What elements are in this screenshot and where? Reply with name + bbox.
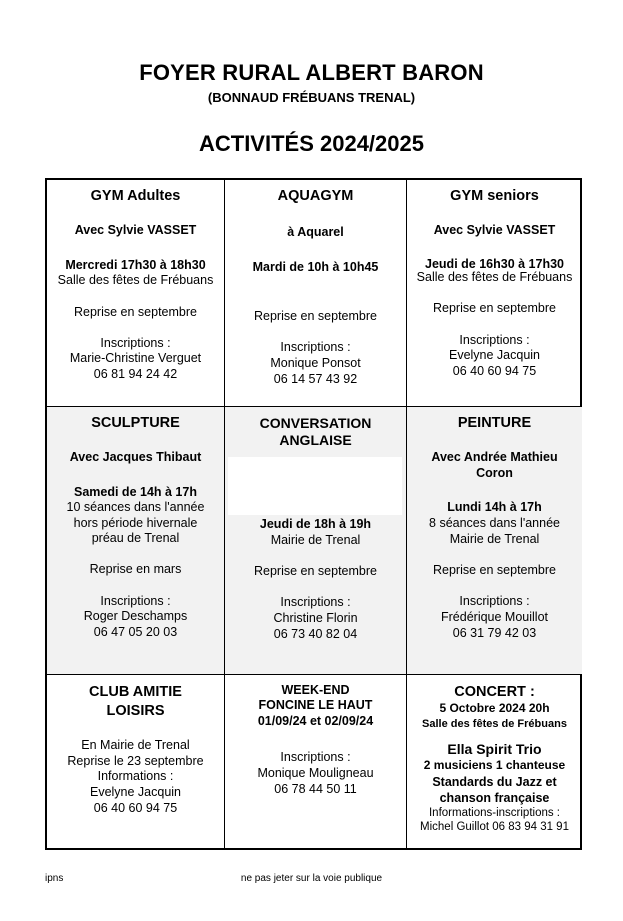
cell-gym-seniors (407, 180, 582, 407)
cell-place: Salle des fêtes de Frébuans (422, 718, 567, 730)
cell-reprise: Reprise le 23 septembre (67, 754, 204, 768)
cell-schedule: Lundi 14h à 17h (447, 500, 542, 514)
cell-genre: Standards du Jazz et (432, 775, 557, 789)
cell-inscriptions-label: Inscriptions : (459, 333, 530, 347)
cell-contact: Roger Deschamps (83, 609, 188, 623)
cell-title: ANGLAISE (279, 432, 352, 448)
cell-title: FONCINE LE HAUT (258, 698, 373, 712)
cell-contact: Monique Mouligneau (257, 766, 374, 780)
cell-inscriptions-label: Inscriptions : (280, 595, 351, 609)
cell-week-end (225, 675, 407, 850)
cell-reprise: Reprise en septembre (254, 564, 377, 578)
cell-gym-adultes (47, 180, 225, 407)
cell-inscriptions-label: Inscriptions : (100, 594, 171, 608)
document-title: FOYER RURAL ALBERT BARON (139, 60, 484, 85)
cell-schedule: Mardi de 10h à 10h45 (252, 260, 379, 274)
cell-schedule: Mercredi 17h30 à 18h30 (65, 258, 206, 272)
cell-reprise: Reprise en septembre (74, 305, 197, 319)
cell-title: AQUAGYM (277, 188, 354, 204)
cell-place: Salle des fêtes de Frébuans (57, 273, 214, 287)
cell-coach: Coron (476, 466, 513, 480)
cell-phone: 06 47 05 20 03 (93, 625, 178, 639)
cell-place: Salle des fêtes de Frébuans (416, 270, 573, 284)
cell-phone: 06 78 44 50 11 (274, 782, 357, 796)
cell-genre: chanson française (439, 791, 550, 805)
cell-schedule: Jeudi de 18h à 19h (259, 517, 372, 531)
cell-title: CLUB AMITIE (89, 684, 182, 700)
cell-schedule: Samedi de 14h à 17h (74, 485, 197, 499)
image-placeholder (228, 457, 402, 515)
cell-inscriptions-label: Inscriptions : (459, 594, 530, 608)
cell-contact-phone: Michel Guillot 06 83 94 31 91 (420, 821, 569, 833)
document-subtitle: (BONNAUD FRÉBUANS TRENAL) (207, 90, 416, 105)
activities-heading: ACTIVITÉS 2024/2025 (198, 131, 424, 156)
cell-place: En Mairie de Trenal (81, 738, 190, 752)
activities-grid (45, 178, 582, 850)
cell-phone: 06 81 94 24 42 (93, 367, 178, 381)
cell-members: 2 musiciens 1 chanteuse (423, 758, 566, 772)
cell-band: Ella Spirit Trio (447, 741, 542, 757)
cell-contact: Evelyne Jacquin (89, 785, 182, 799)
cell-club-amitie (47, 675, 225, 850)
cell-inscriptions-label: Inscriptions : (100, 336, 171, 350)
cell-title: CONVERSATION (259, 415, 372, 431)
cell-reprise: Reprise en septembre (433, 563, 556, 577)
cell-place: préau de Trenal (91, 531, 180, 545)
cell-info-label: Informations : (97, 769, 174, 783)
cell-title: GYM Adultes (90, 188, 181, 204)
cell-title: CONCERT : (454, 684, 535, 700)
cell-reprise: Reprise en septembre (433, 301, 556, 315)
cell-place: Mairie de Trenal (449, 532, 540, 546)
cell-place: Mairie de Trenal (270, 533, 361, 547)
cell-coach: Avec Andrée Mathieu (431, 450, 558, 464)
cell-detail: hors période hivernale (73, 516, 198, 530)
cell-coach: Avec Sylvie VASSET (74, 223, 197, 237)
cell-coach: Avec Sylvie VASSET (433, 223, 556, 237)
cell-title: LOISIRS (106, 703, 165, 719)
cell-reprise: Reprise en mars (89, 562, 182, 576)
cell-phone: 06 14 57 43 92 (273, 372, 358, 386)
cell-aquagym (225, 180, 407, 407)
cell-title: WEEK-END (281, 683, 350, 697)
cell-phone: 06 40 60 94 75 (452, 364, 537, 378)
cell-sculpture (47, 407, 225, 675)
footer-ipns: ipns (45, 873, 64, 884)
cell-inscriptions-label: Inscriptions : (280, 340, 351, 354)
cell-contact: Frédérique Mouillot (441, 610, 548, 624)
footer-notice: ne pas jeter sur la voie publique (240, 873, 383, 884)
cell-reprise: Reprise en septembre (254, 309, 377, 323)
cell-info-label: Informations-inscriptions : (428, 807, 561, 819)
cell-peinture (407, 407, 582, 675)
cell-detail: 10 séances dans l'année (66, 500, 205, 514)
cell-dates: 01/09/24 et 02/09/24 (257, 714, 374, 728)
cell-phone: 06 40 60 94 75 (93, 801, 178, 815)
cell-phone: 06 73 40 82 04 (273, 627, 358, 641)
cell-conversation-anglaise (225, 407, 407, 675)
cell-schedule: Jeudi de 16h30 à 17h30 (425, 257, 564, 271)
cell-place: à Aquarel (287, 225, 344, 239)
cell-phone: 06 31 79 42 03 (452, 626, 537, 640)
cell-contact: Monique Ponsot (270, 356, 361, 370)
cell-contact: Marie-Christine Verguet (69, 351, 202, 365)
cell-detail: 8 séances dans l'année (429, 516, 560, 530)
cell-contact: Christine Florin (273, 611, 358, 625)
cell-title: PEINTURE (457, 415, 532, 431)
cell-coach: Avec Jacques Thibaut (69, 450, 202, 464)
cell-title: SCULPTURE (91, 415, 180, 431)
cell-concert (407, 675, 582, 850)
cell-contact: Evelyne Jacquin (448, 348, 541, 362)
cell-title: GYM seniors (450, 188, 539, 204)
cell-date: 5 Octobre 2024 20h (439, 701, 550, 715)
cell-inscriptions-label: Inscriptions : (280, 750, 351, 764)
